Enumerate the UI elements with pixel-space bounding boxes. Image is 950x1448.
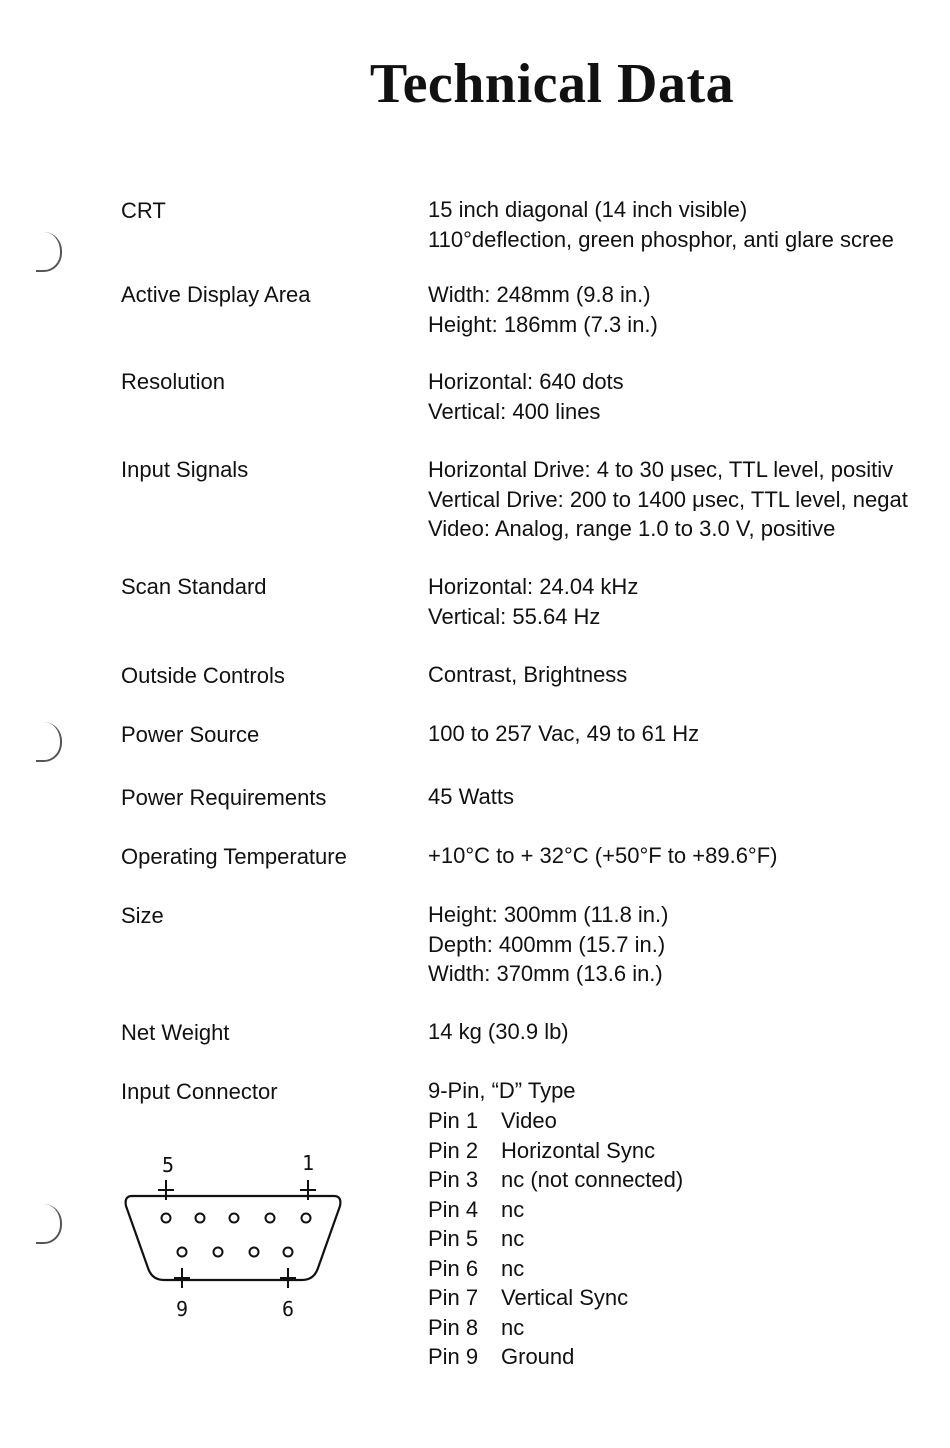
pin-row [428,1195,950,1225]
page-title: Technical Data [369,53,735,115]
spec-value-input-connector [428,1076,950,1106]
spec-line: 15 inch diagonal (14 inch visible) [428,197,748,222]
pin-signal: nc [501,1255,525,1281]
spec-line: 110°deflection, green phosphor, anti glare scree [428,226,894,252]
spec-value-power-source [428,719,950,749]
spec-line: Height: 300mm (11.8 in.) [428,902,669,927]
spec-value-size [428,900,950,989]
pin-signal: nc (not connected) [501,1167,684,1192]
spec-label-size: Size [121,903,164,928]
pin-row [428,1224,950,1254]
binder-hole-bottom [36,1204,62,1244]
pin-row [428,1342,950,1372]
spec-line: Horizontal: 640 dots [428,369,624,394]
spec-line: Width: 248mm (9.8 in.) [428,282,651,307]
pin-signal: Ground [501,1344,575,1369]
binder-hole-top [36,232,62,272]
spec-label-net-weight: Net Weight [121,1020,230,1045]
spec-label-input-signals: Input Signals [121,457,249,482]
pin-signal: Horizontal Sync [501,1137,656,1163]
pin-number: Pin 9 [428,1344,479,1369]
pin-list [428,1106,950,1372]
pin-signal: nc [501,1196,525,1222]
spec-value-operating-temperature [428,841,950,871]
spec-label-active-display-area: Active Display Area [121,282,311,307]
spec-label-operating-temperature: Operating Temperature [121,844,347,869]
spec-label-scan-standard: Scan Standard [121,574,267,599]
spec-line: Horizontal Drive: 4 to 30 μsec, TTL level, positiv [428,457,894,482]
spec-line: 45 Watts [428,784,514,809]
pin-signal: Vertical Sync [501,1285,629,1310]
connector-label-1: 1 [302,1151,315,1175]
spec-line: Vertical Drive: 200 to 1400 μsec, TTL level, negat [428,486,908,512]
pin-number: Pin 7 [428,1285,479,1310]
spec-value-outside-controls [428,660,950,690]
pin-number: Pin 3 [428,1167,479,1192]
pin-number: Pin 5 [428,1226,479,1251]
spec-line: Video: Analog, range 1.0 to 3.0 V, positive [428,516,836,541]
spec-value-scan-standard [428,572,950,631]
spec-value-active-display-area [428,280,950,339]
pin-row [428,1136,950,1166]
pin-row [428,1283,950,1313]
spec-label-crt: CRT [121,198,166,223]
spec-line: +10°C to + 32°C (+50°F to +89.6°F) [428,843,778,868]
spec-label-outside-controls: Outside Controls [121,663,285,688]
connector-label-5: 5 [162,1153,175,1177]
spec-value-net-weight [428,1017,950,1047]
connector-label-9: 9 [176,1297,189,1321]
pin-row [428,1106,950,1136]
pin-signal: nc [501,1226,525,1251]
spec-line: Contrast, Brightness [428,662,628,687]
spec-value-input-signals [428,455,950,544]
spec-value-resolution [428,367,950,426]
binder-hole-middle [36,722,62,762]
spec-line: Width: 370mm (13.6 in.) [428,961,663,986]
pin-number: Pin 4 [428,1196,479,1222]
pin-number: Pin 6 [428,1255,479,1281]
spec-label-power-source: Power Source [121,722,260,747]
spec-value-crt [428,195,950,254]
spec-line: Vertical: 55.64 Hz [428,603,601,629]
pin-number: Pin 2 [428,1137,479,1163]
spec-label-input-connector: Input Connector [121,1079,278,1104]
pin-signal: nc [501,1314,525,1340]
spec-line: 9-Pin, “D” Type [428,1078,576,1103]
spec-line: Horizontal: 24.04 kHz [428,574,639,599]
pin-signal: Video [501,1108,557,1133]
spec-value-power-requirements [428,782,950,812]
connector-label-6: 6 [282,1297,295,1321]
spec-line: 100 to 257 Vac, 49 to 61 Hz [428,721,700,746]
pin-row [428,1254,950,1284]
pin-row [428,1313,950,1343]
spec-line: 14 kg (30.9 lb) [428,1019,569,1044]
spec-line: Vertical: 400 lines [428,398,601,424]
spec-label-resolution: Resolution [121,369,225,394]
pin-number: Pin 8 [428,1314,479,1340]
d-sub-connector-diagram [118,1148,348,1328]
pin-number: Pin 1 [428,1108,479,1133]
spec-label-power-requirements: Power Requirements [121,785,327,810]
spec-line: Height: 186mm (7.3 in.) [428,311,658,337]
spec-line: Depth: 400mm (15.7 in.) [428,931,666,957]
pin-row [428,1165,950,1195]
